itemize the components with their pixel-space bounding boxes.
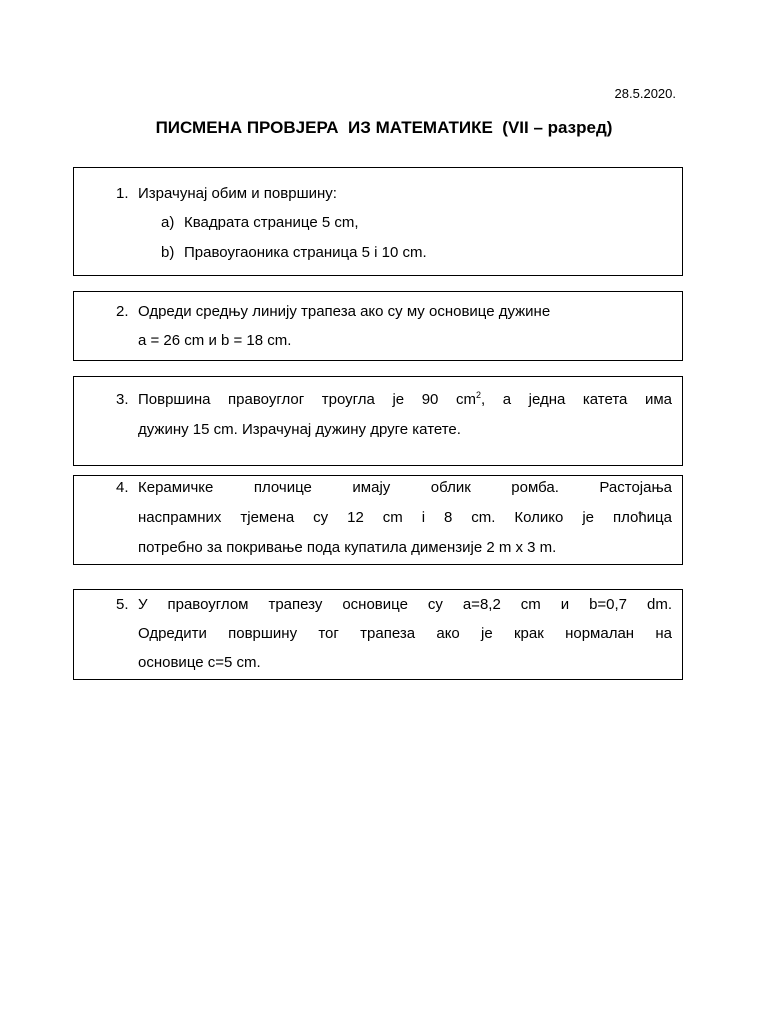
- task-number: 3.: [116, 391, 129, 408]
- task-box-2: [73, 291, 683, 361]
- task-box-5: [73, 589, 683, 680]
- task-text: потребно за покривање пода купатила димензије 2 m x 3 m.: [138, 539, 557, 556]
- task-text: У правоуглом трапезу основице су a=8,2 cm и b=0,7 dm.: [138, 596, 672, 613]
- date: 28.5.2020.: [614, 86, 676, 101]
- task-text: Керамичке плочице имају облик ромба. Растојања: [138, 479, 672, 496]
- task-number: 1.: [116, 185, 129, 202]
- task-number: 5.: [116, 596, 129, 613]
- task-text: Одреди средњу линију трапеза ако су му основице дужине: [138, 303, 551, 320]
- subtask-letter: b): [161, 244, 175, 261]
- task-number: 4.: [116, 479, 129, 496]
- task-text: наспрамних тјемена су 12 cm і 8 cm. Колико је плоћица: [138, 509, 672, 526]
- task-text: основице c=5 cm.: [138, 654, 261, 671]
- page-title: ПИСМЕНА ПРОВЈЕРА ИЗ МАТЕМАТИКЕ (VII – разред): [155, 118, 613, 137]
- task-text: Одредити површину тог трапеза ако је крак нормалан на: [138, 625, 672, 642]
- task-text: Површина правоуглог троугла је 90 $cm^2$, а једна катета има: [138, 390, 672, 408]
- task-box-1: [73, 167, 683, 276]
- subtask-text: Правоугаоника страница 5 і 10 cm.: [184, 244, 427, 261]
- task-box-4: [73, 475, 683, 565]
- task-text: a = 26 cm и b = 18 cm.: [138, 332, 292, 349]
- task-text: Израчунај обим и површину:: [138, 185, 337, 202]
- subtask-text: Квадрата странице 5 cm,: [184, 214, 359, 231]
- task-number: 2.: [116, 303, 129, 320]
- subtask-letter: a): [161, 214, 175, 231]
- task-box-3: [73, 376, 683, 466]
- task-text: дужину 15 cm. Израчунај дужину друге катете.: [138, 421, 461, 438]
